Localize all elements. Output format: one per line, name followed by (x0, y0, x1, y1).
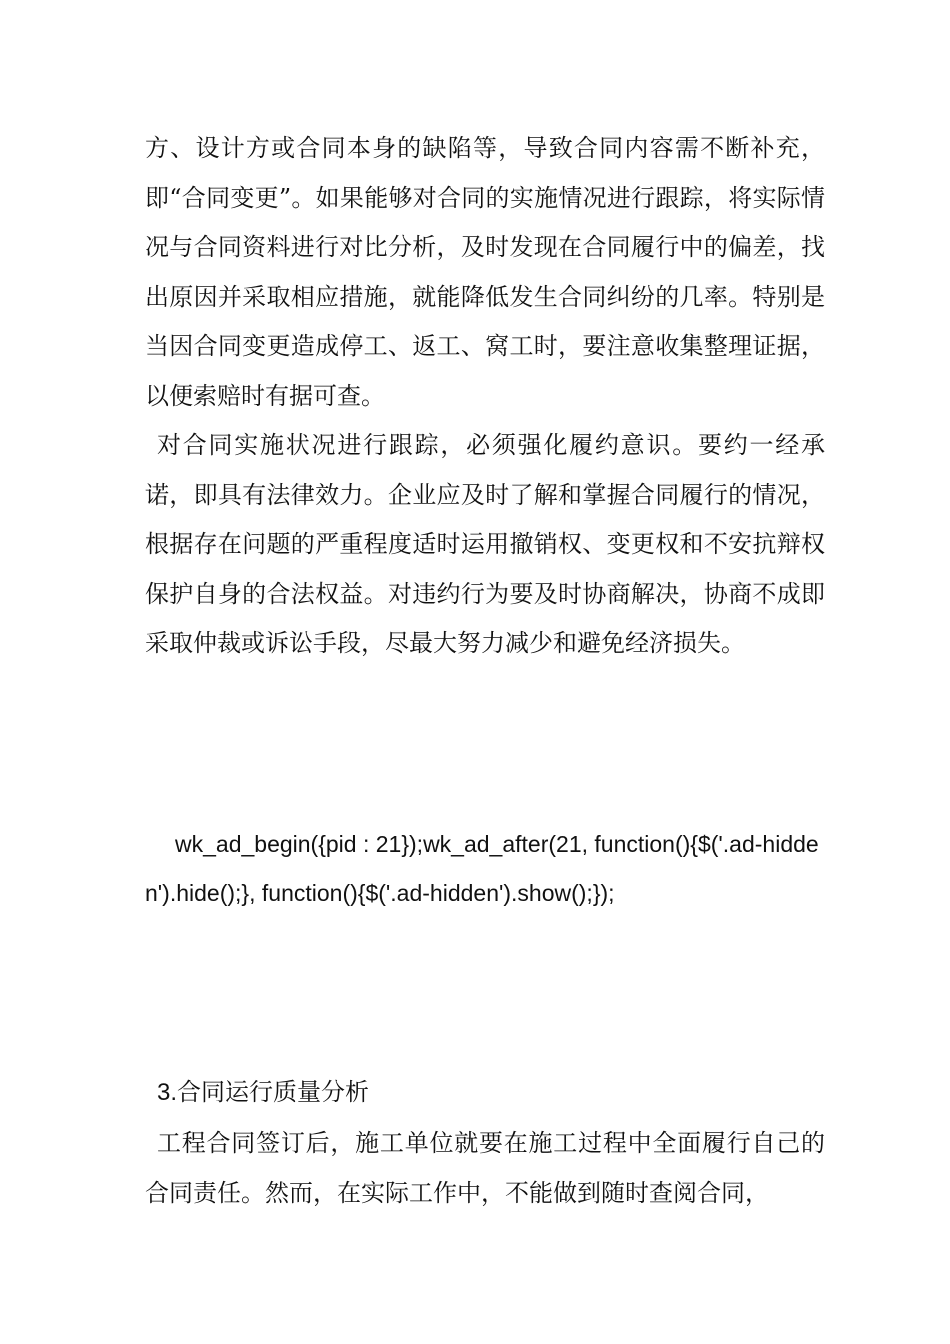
section-heading (157, 1076, 369, 1109)
embedded-script-text: wk_ad_begin({pid : 21});wk_ad_after(21, function(){$('.ad-hidden').hide();}, function(){$('.ad-hidden').show();}); (145, 831, 819, 906)
section-number: 3. (157, 1079, 178, 1106)
paragraph-contract-execution: 工程合同签订后，施工单位就要在施工过程中全面履行自己的合同责任。然而，在实际工作中，不能做到随时查阅合同， (145, 1129, 825, 1207)
section-title: 合同运行质量分析 (177, 1078, 370, 1106)
paragraph-contract-change: 方、设计方或合同本身的缺陷等，导致合同内容需不断补充，即“合同变更”。如果能够对合同的实施情况进行跟踪，将实际情况与合同资料进行对比分析，及时发现在合同履行中的偏差，找出原因并采取相应措施，就能降低发生合同纠纷的几率。特别是当因合同变更造成停工、返工、窝工时，要注意收集整理证据，以便索赔时有据可查。 (145, 134, 825, 410)
paragraph-contract-tracking: 对合同实施状况进行跟踪，必须强化履约意识。要约一经承诺，即具有法律效力。企业应及时了解和掌握合同履行的情况，根据存在问题的严重程度适时运用撤销权、变更权和不安抗辩权保护自身的合法权益。对违约行为要及时协商解决，协商不成即采取仲裁或诉讼手段，尽最大努力减少和避免经济损失。 (145, 431, 825, 657)
